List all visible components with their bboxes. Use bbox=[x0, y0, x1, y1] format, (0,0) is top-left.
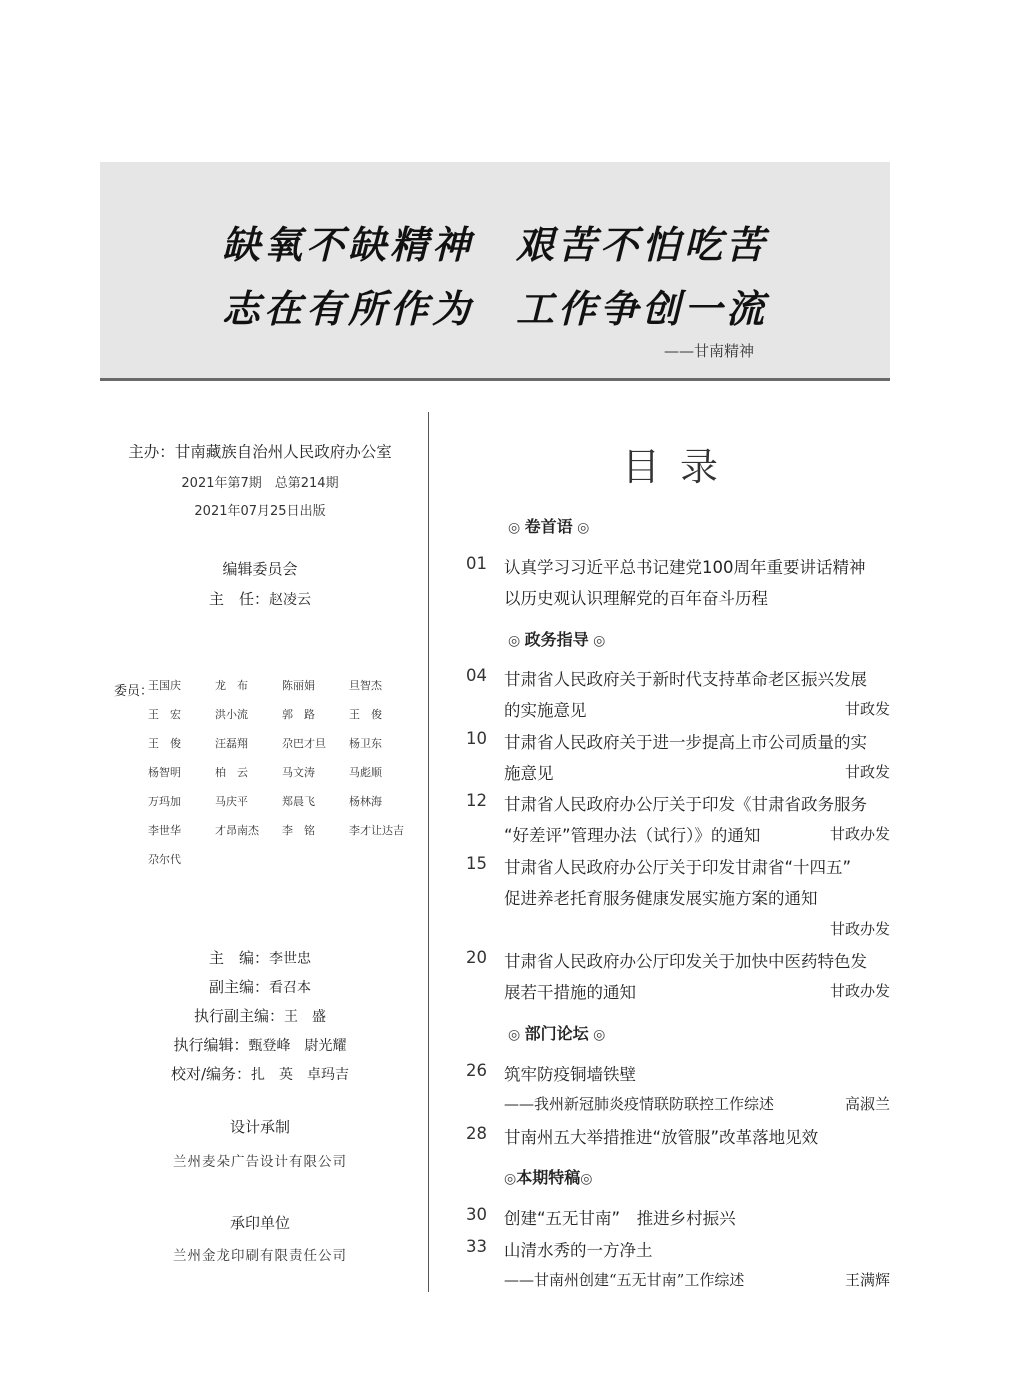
staff-label: 执行编辑： bbox=[173, 1036, 249, 1054]
entry-title: 以历史观认识理解党的百年奋斗历程 bbox=[504, 589, 768, 608]
member-name: 李 铭 bbox=[282, 824, 315, 837]
entry-author: 王满辉 bbox=[844, 1271, 890, 1289]
section-name: 本期特稿 bbox=[516, 1168, 581, 1187]
staff-label: 执行副主编： bbox=[193, 1007, 284, 1025]
member-name: 王 宏 bbox=[148, 708, 181, 721]
slogan-phrase: 艰苦不怕吃苦 bbox=[516, 222, 769, 267]
member-name: 才昂南杰 bbox=[215, 824, 259, 837]
section-name: 部门论坛 bbox=[524, 1024, 589, 1043]
member-name: 马彪顺 bbox=[349, 766, 382, 779]
page-number: 04 bbox=[466, 666, 487, 685]
slogan-banner bbox=[100, 162, 890, 381]
page-number: 33 bbox=[466, 1237, 487, 1256]
page-number: 12 bbox=[466, 791, 487, 810]
members-list bbox=[148, 676, 418, 869]
member-name: 郑晨飞 bbox=[282, 795, 315, 808]
issue-number: 2021年第7期 总第214期 bbox=[181, 476, 339, 491]
member-name: 杨林海 bbox=[349, 795, 382, 808]
column-divider bbox=[428, 412, 429, 1292]
member-name: 李世华 bbox=[148, 824, 181, 837]
staff-row bbox=[100, 944, 420, 973]
member-name: 马文涛 bbox=[282, 766, 315, 779]
page-number: 01 bbox=[466, 554, 487, 573]
staff-row bbox=[100, 973, 420, 1002]
toc-section-header: ◎ 部门论坛 ◎ bbox=[508, 1024, 606, 1043]
page-number: 28 bbox=[466, 1124, 487, 1143]
staff-label: 校对/编务： bbox=[170, 1065, 252, 1083]
member-name: 尕尔代 bbox=[148, 853, 181, 866]
member-name: 柏 云 bbox=[215, 766, 248, 779]
toc-section-header: ◎ 政务指导 ◎ bbox=[508, 630, 606, 649]
member-name: 龙 布 bbox=[215, 679, 248, 692]
staff-row bbox=[100, 1060, 420, 1089]
entry-title: 认真学习习近平总书记建党100周年重要讲话精神 bbox=[504, 558, 866, 577]
toc-section-header: ◎本期特稿◎ bbox=[504, 1168, 593, 1187]
page-number: 20 bbox=[466, 948, 487, 967]
slogan-phrase: 工作争创一流 bbox=[516, 286, 769, 331]
entry-author: 甘政发 bbox=[844, 700, 890, 718]
entry-author: 甘政办发 bbox=[829, 920, 890, 938]
entry-title: 山清水秀的一方净土 bbox=[504, 1241, 653, 1260]
editorial-staff bbox=[100, 944, 420, 1089]
publication-date: 2021年07月25日出版 bbox=[194, 504, 326, 519]
entry-title: 甘肃省人民政府关于进一步提高上市公司质量的实 bbox=[504, 733, 867, 752]
entry-author: 甘政办发 bbox=[829, 825, 890, 843]
member-name: 旦智杰 bbox=[349, 679, 382, 692]
staff-value: 扎 英 卓玛吉 bbox=[251, 1067, 350, 1083]
slogan-phrase: 缺氧不缺精神 bbox=[221, 222, 474, 267]
member-name: 王国庆 bbox=[148, 679, 181, 692]
design-title: 设计承制 bbox=[229, 1118, 290, 1136]
member-name: 洪小流 bbox=[215, 708, 248, 721]
entry-author: 高淑兰 bbox=[844, 1095, 890, 1113]
staff-label: 副主编： bbox=[208, 978, 269, 996]
member-name: 李才让达吉 bbox=[349, 824, 404, 837]
staff-value: 看召本 bbox=[269, 980, 311, 996]
toc-title: 目录 bbox=[621, 445, 738, 489]
entry-author: 甘政办发 bbox=[829, 982, 890, 1000]
entry-title: 筑牢防疫铜墙铁壁 bbox=[504, 1065, 636, 1084]
entry-title: 创建“五无甘南” 推进乡村振兴 bbox=[504, 1209, 736, 1228]
member-name: 汪磊翔 bbox=[215, 737, 248, 750]
entry-title: “好差评”管理办法（试行）》的通知 bbox=[504, 826, 761, 845]
staff-row bbox=[100, 1031, 420, 1060]
print-company: 兰州金龙印刷有限责任公司 bbox=[173, 1248, 347, 1264]
entry-title: 展若干措施的通知 bbox=[504, 983, 636, 1002]
member-name: 杨卫东 bbox=[349, 737, 382, 750]
entry-title: 甘肃省人民政府办公厅关于印发《甘肃省政务服务 bbox=[504, 795, 867, 814]
page-number: 26 bbox=[466, 1061, 487, 1080]
member-name: 王 俊 bbox=[148, 737, 181, 750]
print-title: 承印单位 bbox=[229, 1214, 290, 1232]
entry-subtitle: ——我州新冠肺炎疫情联防联控工作综述 bbox=[504, 1095, 775, 1113]
entry-title: 施意见 bbox=[504, 764, 554, 783]
director-label: 主 任： bbox=[208, 590, 269, 608]
entry-title: 甘南州五大举措推进“放管服”改革落地见效 bbox=[504, 1128, 819, 1147]
director-name: 赵凌云 bbox=[269, 592, 311, 608]
director bbox=[100, 588, 420, 609]
entry-title: 甘肃省人民政府办公厅印发关于加快中医药特色发 bbox=[504, 952, 867, 971]
staff-value: 李世忠 bbox=[269, 951, 311, 967]
page-number: 30 bbox=[466, 1205, 487, 1224]
entry-title: 促进养老托育服务健康发展实施方案的通知 bbox=[504, 889, 818, 908]
slogan-line-1 bbox=[100, 214, 890, 269]
staff-row bbox=[100, 1002, 420, 1031]
slogan-line-2 bbox=[100, 278, 890, 333]
member-name: 尕巴才旦 bbox=[282, 737, 326, 750]
entry-subtitle: ——甘南州创建“五无甘南”工作综述 bbox=[504, 1271, 745, 1289]
design-company: 兰州麦朵广告设计有限公司 bbox=[173, 1154, 347, 1170]
member-name: 马庆平 bbox=[215, 795, 248, 808]
slogan-phrase: 志在有所作为 bbox=[221, 286, 474, 331]
member-name: 杨智明 bbox=[148, 766, 181, 779]
page-number: 15 bbox=[466, 854, 487, 873]
entry-title: 甘肃省人民政府办公厅关于印发甘肃省“十四五” bbox=[504, 858, 852, 877]
entry-title: 甘肃省人民政府关于新时代支持革命老区振兴发展 bbox=[504, 670, 867, 689]
sponsor: 主办：甘南藏族自治州人民政府办公室 bbox=[128, 443, 392, 461]
committee-title: 编辑委员会 bbox=[222, 560, 298, 578]
section-name: 政务指导 bbox=[524, 630, 589, 649]
page-number: 10 bbox=[466, 729, 487, 748]
member-name: 郭 路 bbox=[282, 708, 315, 721]
toc-section-header: ◎ 卷首语 ◎ bbox=[508, 517, 590, 536]
member-name: 王 俊 bbox=[349, 708, 382, 721]
members-label: 委员： bbox=[114, 684, 154, 699]
member-name: 万玛加 bbox=[148, 795, 181, 808]
section-name: 卷首语 bbox=[524, 517, 573, 536]
staff-value: 甄登峰 尉光耀 bbox=[248, 1038, 347, 1054]
staff-label: 主 编： bbox=[208, 949, 269, 967]
entry-title: 的实施意见 bbox=[504, 701, 587, 720]
entry-author: 甘政发 bbox=[844, 763, 890, 781]
slogan-signature: ——甘南精神 bbox=[663, 342, 754, 360]
member-name: 陈丽娟 bbox=[282, 679, 315, 692]
staff-value: 王 盛 bbox=[284, 1009, 326, 1025]
